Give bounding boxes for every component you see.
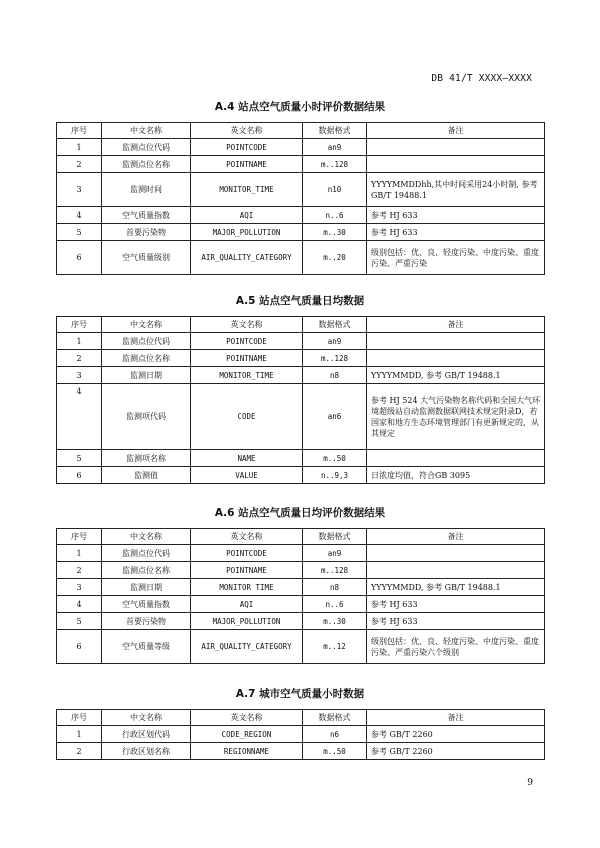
table-row <box>57 630 545 664</box>
cell-format: n8 <box>303 579 367 596</box>
table-row <box>57 173 545 207</box>
cell-en-name: VALUE <box>191 467 303 484</box>
col-header-note: 备注 <box>367 529 545 545</box>
cell-en-name: NAME <box>191 450 303 467</box>
cell-format: n10 <box>303 173 367 207</box>
cell-index: 4 <box>57 596 102 613</box>
table-title-a7: A.7 城市空气质量小时数据 <box>235 688 365 700</box>
cell-note: YYYYMMDD, 参考 GB/T 19488.1 <box>367 579 545 596</box>
cell-note <box>367 545 545 562</box>
cell-format: an9 <box>303 545 367 562</box>
table-a6 <box>56 528 545 664</box>
table-row <box>57 350 545 367</box>
col-header-index: 序号 <box>57 710 102 726</box>
cell-format: m..128 <box>303 562 367 579</box>
cell-index: 5 <box>57 224 102 241</box>
col-header-cn-name: 中文名称 <box>102 529 191 545</box>
col-header-en-name: 英文名称 <box>191 123 303 139</box>
cell-note: 参考 HJ 633 <box>367 613 545 630</box>
cell-index: 5 <box>57 450 102 467</box>
cell-note <box>367 450 545 467</box>
cell-format: m..50 <box>303 743 367 760</box>
col-header-format: 数据格式 <box>303 123 367 139</box>
cell-cn-name: 监测点位代码 <box>102 139 191 156</box>
cell-en-name: CODE_REGION <box>191 726 303 743</box>
cell-cn-name: 监测点位名称 <box>102 562 191 579</box>
cell-en-name: POINTNAME <box>191 156 303 173</box>
cell-en-name: AIR_QUALITY_CATEGORY <box>191 630 303 664</box>
cell-en-name: AIR_QUALITY_CATEGORY <box>191 241 303 275</box>
cell-en-name: MAJOR_POLLUTION <box>191 613 303 630</box>
cell-en-name: REGIONNAME <box>191 743 303 760</box>
cell-note: 参考 HJ 633 <box>367 224 545 241</box>
table-row <box>57 241 545 275</box>
table-row <box>57 207 545 224</box>
col-header-cn-name: 中文名称 <box>102 123 191 139</box>
cell-cn-name: 空气质量等级 <box>102 630 191 664</box>
cell-format: m..12 <box>303 630 367 664</box>
col-header-format: 数据格式 <box>303 710 367 726</box>
cell-index: 2 <box>57 350 102 367</box>
cell-format: m..128 <box>303 156 367 173</box>
table-a5 <box>56 316 545 484</box>
cell-format: an9 <box>303 139 367 156</box>
cell-index: 4 <box>57 207 102 224</box>
cell-cn-name: 监测项代码 <box>102 384 191 450</box>
cell-index: 3 <box>57 579 102 596</box>
cell-cn-name: 行政区划代码 <box>102 726 191 743</box>
table-row <box>57 333 545 350</box>
cell-format: n..6 <box>303 596 367 613</box>
cell-format: an9 <box>303 333 367 350</box>
table-row <box>57 613 545 630</box>
cell-en-name: POINTNAME <box>191 562 303 579</box>
cell-note <box>367 350 545 367</box>
table-title-a4: A.4 站点空气质量小时评价数据结果 <box>214 101 386 113</box>
col-header-cn-name: 中文名称 <box>102 710 191 726</box>
page-number: 9 <box>527 778 533 788</box>
table-title-a6: A.6 站点空气质量日均评价数据结果 <box>214 507 386 519</box>
cell-en-name: AQI <box>191 596 303 613</box>
col-header-note: 备注 <box>367 710 545 726</box>
table-row <box>57 384 545 450</box>
cell-note: YYYYMMDD, 参考 GB/T 19488.1 <box>367 367 545 384</box>
cell-note: 参考 HJ 524 大气污染物名称代码和全国大气环境超级站自动监测数据联网技术规定附录D，若国家和地方生态环境管理部门有更新规定的，从其规定 <box>367 384 545 450</box>
table-a7 <box>56 709 545 760</box>
cell-note: 参考 HJ 633 <box>367 207 545 224</box>
cell-format: n..6 <box>303 207 367 224</box>
cell-format: m..50 <box>303 450 367 467</box>
cell-cn-name: 首要污染物 <box>102 613 191 630</box>
cell-en-name: AQI <box>191 207 303 224</box>
cell-cn-name: 监测点位代码 <box>102 333 191 350</box>
cell-cn-name: 空气质量指数 <box>102 207 191 224</box>
table-row <box>57 450 545 467</box>
col-header-index: 序号 <box>57 529 102 545</box>
header-row <box>57 710 545 726</box>
col-header-en-name: 英文名称 <box>191 529 303 545</box>
cell-en-name: MONITOR TIME <box>191 579 303 596</box>
table-row <box>57 367 545 384</box>
col-header-note: 备注 <box>367 317 545 333</box>
cell-index: 1 <box>57 545 102 562</box>
cell-index: 3 <box>57 367 102 384</box>
cell-cn-name: 行政区划名称 <box>102 743 191 760</box>
cell-cn-name: 监测时间 <box>102 173 191 207</box>
table-row <box>57 726 545 743</box>
table-row <box>57 596 545 613</box>
table-a4 <box>56 122 545 275</box>
cell-index: 2 <box>57 562 102 579</box>
cell-en-name: POINTCODE <box>191 545 303 562</box>
cell-note <box>367 139 545 156</box>
table-title-a5: A.5 站点空气质量日均数据 <box>235 295 365 307</box>
cell-en-name: CODE <box>191 384 303 450</box>
table-row <box>57 743 545 760</box>
cell-cn-name: 监测日期 <box>102 367 191 384</box>
cell-cn-name: 空气质量级别 <box>102 241 191 275</box>
document-code: DB 41/T XXXX—XXXX <box>431 73 532 84</box>
cell-format: m..30 <box>303 224 367 241</box>
cell-index: 6 <box>57 467 102 484</box>
cell-index: 6 <box>57 241 102 275</box>
table-row <box>57 545 545 562</box>
cell-cn-name: 监测点位名称 <box>102 350 191 367</box>
cell-index: 3 <box>57 173 102 207</box>
cell-cn-name: 监测项名称 <box>102 450 191 467</box>
cell-note: 参考 GB/T 2260 <box>367 743 545 760</box>
cell-en-name: POINTCODE <box>191 139 303 156</box>
table-row <box>57 224 545 241</box>
cell-index: 5 <box>57 613 102 630</box>
col-header-format: 数据格式 <box>303 529 367 545</box>
col-header-en-name: 英文名称 <box>191 317 303 333</box>
col-header-note: 备注 <box>367 123 545 139</box>
cell-note <box>367 333 545 350</box>
cell-index: 6 <box>57 630 102 664</box>
col-header-index: 序号 <box>57 123 102 139</box>
cell-cn-name: 首要污染物 <box>102 224 191 241</box>
cell-cn-name: 空气质量指数 <box>102 596 191 613</box>
cell-cn-name: 监测点位代码 <box>102 545 191 562</box>
cell-format: m..30 <box>303 613 367 630</box>
cell-format: m..128 <box>303 350 367 367</box>
col-header-index: 序号 <box>57 317 102 333</box>
cell-format: n6 <box>303 726 367 743</box>
cell-note <box>367 156 545 173</box>
cell-index: 1 <box>57 726 102 743</box>
cell-index: 1 <box>57 139 102 156</box>
cell-note: 级别包括：优、良、轻度污染、中度污染、重度污染、严重污染六个级别 <box>367 630 545 664</box>
cell-en-name: MONITOR_TIME <box>191 367 303 384</box>
cell-cn-name: 监测日期 <box>102 579 191 596</box>
cell-format: m..20 <box>303 241 367 275</box>
cell-format: n..9,3 <box>303 467 367 484</box>
cell-note <box>367 562 545 579</box>
cell-en-name: POINTCODE <box>191 333 303 350</box>
table-row <box>57 139 545 156</box>
cell-note: 参考 GB/T 2260 <box>367 726 545 743</box>
cell-note: 参考 HJ 633 <box>367 596 545 613</box>
cell-en-name: MONITOR_TIME <box>191 173 303 207</box>
cell-cn-name: 监测点位名称 <box>102 156 191 173</box>
cell-note: 级别包括：优、良、轻度污染、中度污染、重度污染、严重污染 <box>367 241 545 275</box>
table-row <box>57 156 545 173</box>
cell-note: 日浓度均值，符合GB 3095 <box>367 467 545 484</box>
cell-index: 4 <box>57 384 102 450</box>
cell-format: n8 <box>303 367 367 384</box>
col-header-cn-name: 中文名称 <box>102 317 191 333</box>
cell-en-name: POINTNAME <box>191 350 303 367</box>
table-row <box>57 467 545 484</box>
header-row <box>57 529 545 545</box>
cell-format: an6 <box>303 384 367 450</box>
cell-en-name: MAJOR_POLLUTION <box>191 224 303 241</box>
cell-index: 2 <box>57 743 102 760</box>
table-row <box>57 562 545 579</box>
header-row <box>57 317 545 333</box>
col-header-en-name: 英文名称 <box>191 710 303 726</box>
col-header-format: 数据格式 <box>303 317 367 333</box>
cell-index: 1 <box>57 333 102 350</box>
cell-index: 2 <box>57 156 102 173</box>
header-row <box>57 123 545 139</box>
cell-note: YYYYMMDDhh,其中时间采用24小时制, 参考GB/T 19488.1 <box>367 173 545 207</box>
cell-cn-name: 监测值 <box>102 467 191 484</box>
table-row <box>57 579 545 596</box>
